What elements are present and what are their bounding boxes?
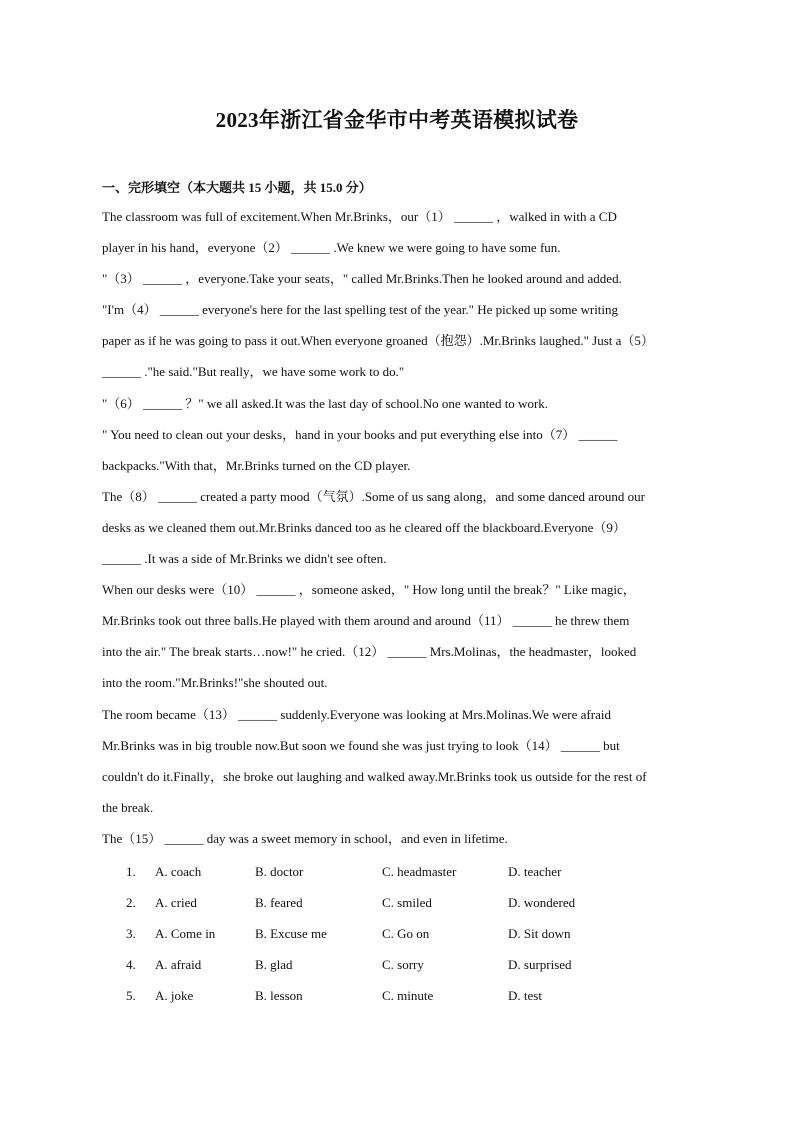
passage-line: The classroom was full of excitement.When Mr.Brinks，our（1） ______ ，walked in with a CD — [102, 209, 617, 224]
option-a: A. cried — [155, 895, 197, 911]
question-row — [102, 918, 722, 949]
passage-line: paper as if he was going to pass it out.When everyone groaned（抱怨）.Mr.Brinks laughed." Just a（5） — [102, 333, 654, 349]
passage-line: Mr.Brinks was in big trouble now.But soon we found she was just trying to look（14） ______ but — [102, 737, 620, 753]
passage-line: ______ ."he said."But really，we have some work to do." — [102, 364, 405, 380]
option-c: C. Go on — [382, 926, 430, 942]
passage-line: couldn't do it.Finally，she broke out laughing and walked away.Mr.Brinks took us outside for the rest of — [102, 768, 647, 784]
option-d: D. wondered — [508, 895, 576, 911]
option-d: D. test — [508, 988, 542, 1004]
passage-line: The room became（13） ______ suddenly.Everyone was looking at Mrs.Molinas.We were afraid — [102, 706, 611, 722]
option-b: B. lesson — [255, 988, 303, 1004]
exam-title: 2023年浙江省金华市中考英语模拟试卷 — [215, 108, 579, 132]
cloze-passage — [102, 202, 722, 855]
option-a: A. joke — [155, 988, 194, 1004]
option-d: D. surprised — [508, 957, 572, 973]
option-c: C. minute — [382, 988, 434, 1004]
question-number: 3. — [126, 926, 136, 942]
option-c: C. headmaster — [382, 864, 457, 879]
passage-line: Mr.Brinks took out three balls.He played with them around and around（11） ______ he threw them — [102, 613, 630, 629]
passage-line: desks as we cleaned them out.Mr.Brinks danced too as he cleared off the blackboard.Everyone（9） — [102, 519, 626, 535]
passage-line: backpacks."With that，Mr.Brinks turned on the CD player. — [102, 457, 411, 473]
passage-line: "（3） ______ ，everyone.Take your seats，" called Mr.Brinks.Then he looked around and added. — [102, 271, 622, 287]
question-number: 2. — [126, 895, 136, 911]
question-options — [102, 856, 722, 1011]
passage-line: into the room."Mr.Brinks!"she shouted out. — [102, 675, 328, 691]
passage-line: ______ .It was a side of Mr.Brinks we didn't see often. — [102, 551, 387, 567]
option-b: B. feared — [255, 895, 303, 911]
option-c: C. smiled — [382, 895, 432, 911]
question-number: 5. — [126, 988, 136, 1004]
passage-line: "（6） ______ ？" we all asked.It was the last day of school.No one wanted to work. — [102, 395, 549, 411]
option-b: B. glad — [255, 957, 293, 973]
option-a: A. Come in — [155, 926, 216, 942]
passage-line: "I'm（4） ______ everyone's here for the last spelling test of the year." He picked up some writing — [102, 302, 619, 318]
passage-line: The（15） ______ day was a sweet memory in school，and even in lifetime. — [102, 830, 508, 846]
question-row — [102, 887, 722, 918]
question-row — [102, 949, 722, 980]
option-d: D. Sit down — [508, 926, 571, 942]
option-a: A. coach — [155, 864, 202, 879]
question-row — [102, 856, 722, 887]
passage-line: into the air." The break starts…now!" he cried.（12） ______ Mrs.Molinas，the headmaster，looked — [102, 644, 637, 660]
passage-line: When our desks were（10） ______ ，someone asked，" How long until the break？" Like magic， — [102, 582, 636, 598]
section-heading: 一、完形填空（本大题共 15 小题，共 15.0 分） — [102, 180, 372, 195]
option-c: C. sorry — [382, 957, 424, 973]
question-number: 4. — [126, 957, 136, 973]
option-d: D. teacher — [508, 864, 562, 879]
passage-line: the break. — [102, 799, 154, 815]
option-b: B. doctor — [255, 864, 304, 879]
passage-line: player in his hand，everyone（2） ______ .We knew we were going to have some fun. — [102, 240, 561, 256]
passage-line: The（8） ______ created a party mood（气氛）.Some of us sang along，and some danced around our — [102, 488, 645, 504]
question-number: 1. — [126, 864, 136, 879]
option-b: B. Excuse me — [255, 926, 327, 942]
question-row — [102, 980, 722, 1011]
option-a: A. afraid — [155, 957, 202, 973]
passage-line: " You need to clean out your desks，hand in your books and put everything else into（7） ______ — [102, 426, 618, 442]
